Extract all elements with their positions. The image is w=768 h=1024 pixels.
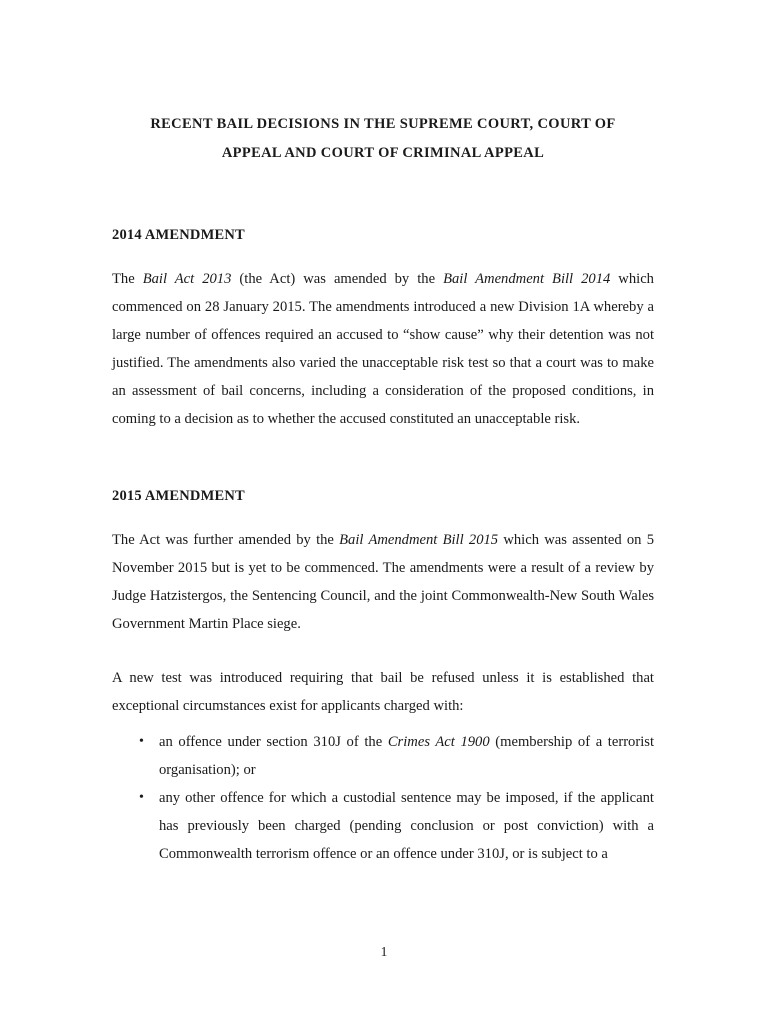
spacer (112, 720, 654, 728)
statute-crimes-act-1900: Crimes Act 1900 (387, 734, 496, 750)
spacer (112, 638, 654, 664)
text-run: any other offence for which a custodial sentence may be imposed, if the applicant has previously been charged (pending conclusion or post conviction) with a Commonwealth terrorism offence or an offence under 310J, or is subject to a (159, 790, 654, 862)
statute-bail-act-2013: Bail Act 2013 (142, 271, 232, 287)
text-run: The Act was further amended by the (112, 532, 340, 548)
spacer (112, 249, 654, 265)
spacer (112, 433, 654, 482)
text-run: which commenced on 28 January 2015. The amendments introduced a new Division 1A whereby a large number of offences required an accused to “show cause” why their detention was not justified. The amendments also varied the unacceptable risk test so that a court was to make an assessment of bail concerns, including a consideration of the proposed conditions, in coming to a decision as to whether the accused constituted an unacceptable risk. (112, 271, 654, 427)
list-item (131, 784, 654, 868)
page-title-line-2: APPEAL AND COURT OF CRIMINAL APPEAL (221, 145, 545, 161)
page-number: 1 (380, 944, 388, 959)
list-item (131, 728, 654, 784)
document-content (112, 0, 654, 868)
paragraph-2015-amendment-intro (112, 526, 654, 638)
spacer (112, 168, 654, 221)
text-run: The (112, 271, 143, 287)
exceptional-circumstances-list (112, 728, 654, 868)
bullet-icon: • (139, 734, 144, 749)
text-run: (membership of a terrorist organisation); or (159, 734, 655, 778)
page-title-line-1: RECENT BAIL DECISIONS IN THE SUPREME COURT, COURT OF (150, 116, 616, 132)
text-run: which was assented on 5 November 2015 but is yet to be commenced. The amendments were a result of a review by Judge Hatzistergos, the Sentencing Council, and the joint Commonwealth-New South Wales Government Martin Place siege. (112, 532, 654, 632)
statute-bail-amendment-bill-2014: Bail Amendment Bill 2014 (443, 271, 611, 287)
bullet-icon: • (139, 790, 144, 805)
page-title (112, 0, 654, 168)
statute-bail-amendment-bill-2015: Bail Amendment Bill 2015 (339, 532, 499, 548)
paragraph-new-test: A new test was introduced requiring that bail be refused unless it is established that exceptional circumstances exist for applicants charged with: (112, 670, 654, 714)
spacer (112, 510, 654, 526)
heading-2014-amendment: 2014 AMENDMENT (112, 227, 245, 243)
heading-2015-amendment: 2015 AMENDMENT (112, 488, 245, 504)
paragraph-2014-amendment (112, 265, 654, 433)
text-run: (the Act) was amended by the (231, 271, 444, 287)
text-run: an offence under section 310J of the (159, 734, 388, 750)
